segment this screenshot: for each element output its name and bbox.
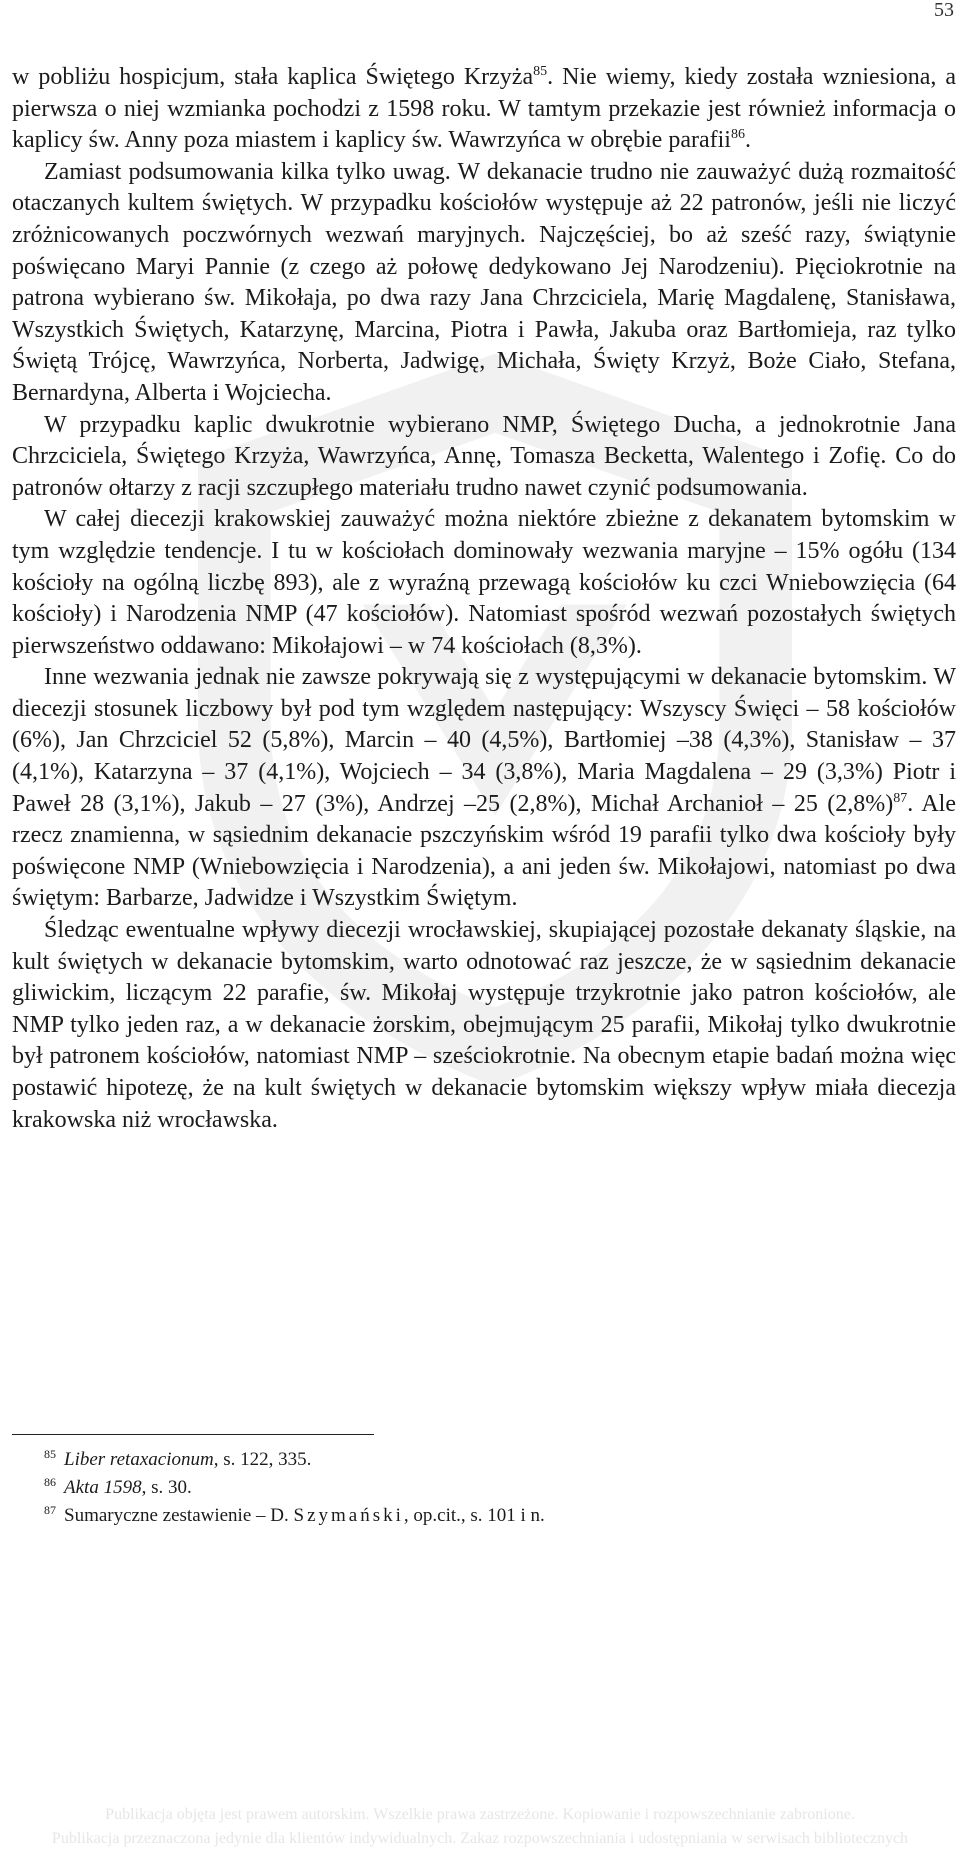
footnote <box>44 1446 944 1474</box>
body-paragraph <box>12 662 956 915</box>
body-paragraph <box>12 62 956 157</box>
footnote-number: 86 <box>44 1475 56 1489</box>
footnote-ref: 87 <box>893 790 908 806</box>
text-run: , op.cit., s. 101 i n. <box>403 1505 545 1526</box>
footnote-ref: 86 <box>730 127 745 143</box>
copyright-notice <box>0 1803 960 1851</box>
body-paragraph <box>12 157 956 410</box>
text-run: Inne wezwania jednak nie zawsze pokrywają się z występującymi w dekanacie bytomskim. W diecezji stosunek liczbowy był pod tym względem następujący: Wszyscy Święci – 58 kościołów (6%), Jan Chrzciciel 52 (5,8%), Marcin – 40 (4,5%), Bartłomiej –38 (4,3%), Stanisław – 37 (4,1%), Katarzyna – 37 (4,1%), Wojciech – 34 (3,8%), Maria Magdalena – 29 (3,3%) Piotr i Paweł 28 (3,1%), Jakub – 27 (3%), Andrzej –25 (2,8%), Michał Archanioł – 25 (2,8%) <box>12 664 956 817</box>
text-run: . Nie wiemy, kiedy została wzniesiona, a pierwsza o niej wzmianka pochodzi z 1598 roku. W tamtym przekazie jest również informacja o kaplicy św. Anny poza miastem i kaplicy św. Wawrzyńca w obrębie parafii <box>12 64 956 154</box>
footnote-ref: 85 <box>533 64 548 79</box>
footnote-number: 87 <box>44 1503 56 1517</box>
footnote-number: 85 <box>44 1447 56 1461</box>
text-run: . <box>744 127 751 154</box>
body-paragraph <box>12 504 956 662</box>
main-text <box>12 62 956 1136</box>
author-name: Szymański <box>293 1505 404 1526</box>
text-run: W całej diecezji krakowskiej zauważyć można niektóre zbieżne z dekanatem bytomskim w tym względzie tendencje. I tu w kościołach dominowały wezwania maryjne – 15% ogółu (134 kościoły na ogólną liczbę 893), ale z wyraźną przewagą kościołów ku czci Wniebowzięcia (64 kościoły) i Narodzenia NMP (47 kościołów). Natomiast spośród wezwań pozostałych świętych pierwszeństwo oddawano: Mikołajowi – w 74 kościołach (8,3%). <box>12 506 956 659</box>
footnote <box>44 1474 944 1502</box>
body-paragraph <box>12 915 956 1136</box>
text-run: , s. 122, 335. <box>213 1449 312 1470</box>
text-run: Śledząc ewentualne wpływy diecezji wrocławskiej, skupiającej pozostałe dekanaty śląskie, na kult świętych w dekanacie bytomskim, warto odnotować raz jeszcze, że w sąsiednim dekanacie gliwickim, liczącym 22 parafie, św. Mikołaj występuje trzykrotnie jako patron kościołów, ale NMP tylko jeden raz, a w dekanacie żorskim, obejmującym 25 parafii, Mikołaj tylko dwukrotnie był patronem kościołów, natomiast NMP – sześciokrotnie. Na obecnym etapie badań można więc postawić hipotezę, że na kult świętych w dekanacie bytomskim większy wpływ miała diecezja krakowska niż wrocławska. <box>12 917 956 1133</box>
text-run: w pobliżu hospicjum, stała kaplica Świętego Krzyża <box>12 64 534 90</box>
copyright-notice-line: Publikacja objęta jest prawem autorskim. Wszelkie prawa zastrzeżone. Kopiowanie i rozpowszechnianie zabronione. <box>105 1806 855 1823</box>
text-run: W przypadku kaplic dwukrotnie wybierano NMP, Świętego Ducha, a jednokrotnie Jana Chrzciciela, Świętego Krzyża, Wawrzyńca, Annę, Tomasza Becketta, Walentego i Zofię. Co do patronów ołtarzy z racji szczupłego materiału trudno nawet czynić podsumowania. <box>12 411 956 501</box>
text-run: . Ale rzecz znamienna, w sąsiednim dekanacie pszczyńskim wśród 19 parafii tylko dwa kościoły były poświęcone NMP (Wniebowzięcia i Narodzenia), a ani jeden św. Mikołajowi, natomiast po dwa świętym: Barbarze, Jadwidze i Wszystkim Świętym. <box>12 790 956 912</box>
copyright-notice-line: Publikacja przeznaczona jedynie dla klientów indywidualnych. Zakaz rozpowszechniania i udostępniania w serwisach bibliotecznych <box>51 1830 909 1847</box>
page-number: 53 <box>934 0 954 21</box>
italic-title: Akta 1598 <box>64 1477 142 1498</box>
body-paragraph <box>12 410 956 505</box>
footnotes <box>44 1446 944 1530</box>
text-run: , s. 30. <box>141 1477 192 1498</box>
italic-title: Liber retaxacionum <box>64 1449 214 1470</box>
footnote <box>44 1502 944 1530</box>
text-run: Zamiast podsumowania kilka tylko uwag. W dekanacie trudno nie zauważyć dużą rozmaitość otaczanych kultem świętych. W przypadku kościołów występuje aż 22 patronów, jeśli nie liczyć zróżnicowanych poczwórnych wezwań maryjnych. Najczęściej, bo aż sześć razy, świątynie poświęcano Maryi Pannie (z czego aż połowę dedykowano Jej Narodzeniu). Pięciokrotnie na patrona wybierano św. Mikołaja, po dwa razy Jana Chrzciciela, Marię Magdalenę, Stanisława, Wszystkich Świętych, Katarzynę, Marcina, Piotra i Pawła, Jakuba oraz Bartłomieja, raz tylko Świętą Trójcę, Wawrzyńca, Norberta, Jadwigę, Michała, Święty Krzyż, Boże Ciało, Stefana, Bernardyna, Alberta i Wojciecha. <box>12 158 956 406</box>
footnote-separator <box>12 1434 374 1435</box>
text-run: Sumaryczne zestawienie – D. <box>64 1505 294 1526</box>
